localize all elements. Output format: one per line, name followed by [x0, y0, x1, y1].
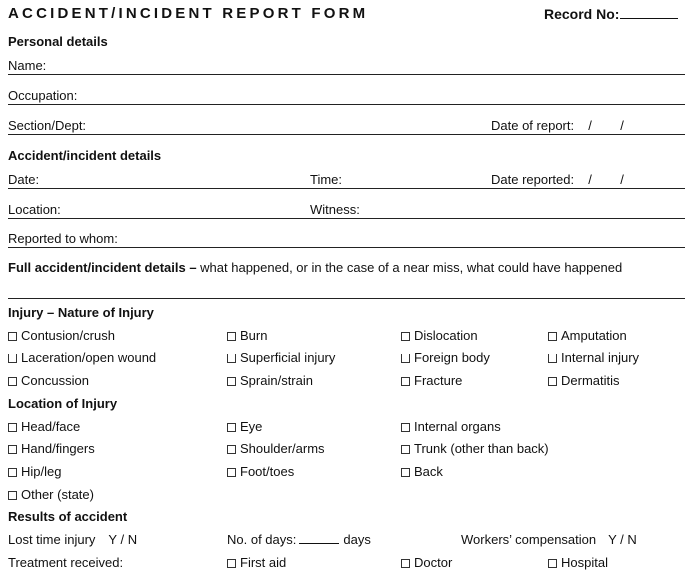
lost-time-label: Lost time injury [8, 532, 96, 547]
accident-time-label: Time: [310, 172, 343, 187]
injury-option[interactable]: Foreign body [401, 350, 490, 365]
accident-date-label: Date: [8, 172, 40, 187]
date-separator: / [588, 118, 592, 133]
treatment-option[interactable]: Doctor [401, 555, 452, 570]
workers-comp-label: Workers’ compensation [461, 532, 597, 547]
checkbox[interactable] [401, 445, 410, 454]
date-of-report-label: Date of report: [491, 118, 575, 133]
injury-nature-heading: Injury – Nature of Injury [8, 305, 154, 320]
treatment-label: Treatment received: [8, 555, 124, 570]
injury-option[interactable]: Contusion/crush [8, 328, 115, 343]
checkbox[interactable] [8, 491, 17, 500]
location-option[interactable]: Back [401, 464, 443, 479]
yes-no-choice[interactable]: Y / N [108, 532, 138, 547]
section-field-line[interactable] [8, 134, 685, 135]
injury-option[interactable]: Concussion [8, 373, 89, 388]
checkbox[interactable] [8, 354, 17, 363]
location-field-line[interactable] [8, 218, 685, 219]
days-field[interactable] [227, 532, 371, 547]
record-number-blank[interactable] [620, 6, 678, 19]
full-details-bold: Full accident/incident details – [8, 260, 197, 275]
checkbox[interactable] [8, 377, 17, 386]
checkbox[interactable] [548, 377, 557, 386]
date-separator: / [588, 172, 592, 187]
full-details-label [8, 260, 622, 275]
checkbox[interactable] [227, 468, 236, 477]
results-heading: Results of accident [8, 509, 128, 524]
days-label: No. of days: [227, 532, 297, 547]
checkbox[interactable] [227, 559, 236, 568]
checkbox[interactable] [401, 354, 410, 363]
location-option[interactable]: Foot/toes [227, 464, 294, 479]
checkbox[interactable] [401, 559, 410, 568]
date-reported-label: Date reported: [491, 172, 575, 187]
location-option[interactable]: Trunk (other than back) [401, 441, 549, 456]
checkbox[interactable] [401, 423, 410, 432]
reported-to-label: Reported to whom: [8, 231, 118, 246]
occupation-label: Occupation: [8, 88, 78, 103]
injury-option[interactable]: Dermatitis [548, 373, 620, 388]
injury-option[interactable]: Amputation [548, 328, 627, 343]
date-separator: / [620, 172, 624, 187]
injury-option[interactable]: Laceration/open wound [8, 350, 156, 365]
injury-option[interactable]: Superficial injury [227, 350, 335, 365]
checkbox[interactable] [548, 354, 557, 363]
location-option[interactable]: Shoulder/arms [227, 441, 325, 456]
record-number-label: Record No: [544, 6, 620, 22]
injury-option[interactable]: Burn [227, 328, 267, 343]
injury-option[interactable]: Dislocation [401, 328, 478, 343]
checkbox[interactable] [8, 332, 17, 341]
name-label: Name: [8, 58, 47, 73]
checkbox[interactable] [401, 468, 410, 477]
accident-details-heading: Accident/incident details [8, 148, 162, 163]
treatment-option[interactable]: Hospital [548, 555, 608, 570]
checkbox[interactable] [401, 377, 410, 386]
date-reported-field[interactable] [491, 172, 638, 187]
yes-no-choice[interactable]: Y / N [608, 532, 637, 547]
date-separator: / [620, 118, 624, 133]
location-option[interactable]: Hand/fingers [8, 441, 95, 456]
checkbox[interactable] [548, 559, 557, 568]
checkbox[interactable] [227, 354, 236, 363]
location-option[interactable]: Hip/leg [8, 464, 61, 479]
location-option[interactable]: Eye [227, 419, 262, 434]
checkbox[interactable] [8, 445, 17, 454]
date-of-report-field[interactable] [491, 118, 638, 133]
days-blank[interactable] [299, 533, 339, 544]
form-title: ACCIDENT/INCIDENT REPORT FORM [8, 5, 369, 22]
injury-option[interactable]: Sprain/strain [227, 373, 313, 388]
injury-location-heading: Location of Injury [8, 396, 118, 411]
injury-option[interactable]: Fracture [401, 373, 462, 388]
checkbox[interactable] [227, 377, 236, 386]
personal-details-heading: Personal details [8, 34, 108, 49]
days-unit: days [343, 532, 371, 547]
location-option[interactable]: Head/face [8, 419, 80, 434]
reported-to-field-line[interactable] [8, 247, 685, 248]
lost-time-field[interactable] [8, 532, 137, 547]
checkbox[interactable] [227, 445, 236, 454]
workers-comp-field[interactable] [461, 532, 637, 547]
location-label: Location: [8, 202, 61, 217]
witness-label: Witness: [310, 202, 360, 217]
full-details-field-line[interactable] [8, 298, 685, 299]
location-option[interactable]: Other (state) [8, 487, 94, 502]
date-time-field-line[interactable] [8, 188, 685, 189]
occupation-field-line[interactable] [8, 104, 685, 105]
checkbox[interactable] [8, 468, 17, 477]
section-dept-label: Section/Dept: [8, 118, 87, 133]
location-option[interactable]: Internal organs [401, 419, 501, 434]
record-number-field[interactable] [544, 6, 678, 22]
treatment-option[interactable]: First aid [227, 555, 286, 570]
checkbox[interactable] [227, 423, 236, 432]
name-field-line[interactable] [8, 74, 685, 75]
checkbox[interactable] [548, 332, 557, 341]
injury-option[interactable]: Internal injury [548, 350, 639, 365]
checkbox[interactable] [227, 332, 236, 341]
full-details-rest: what happened, or in the case of a near miss, what could have happened [196, 260, 623, 275]
checkbox[interactable] [401, 332, 410, 341]
checkbox[interactable] [8, 423, 17, 432]
